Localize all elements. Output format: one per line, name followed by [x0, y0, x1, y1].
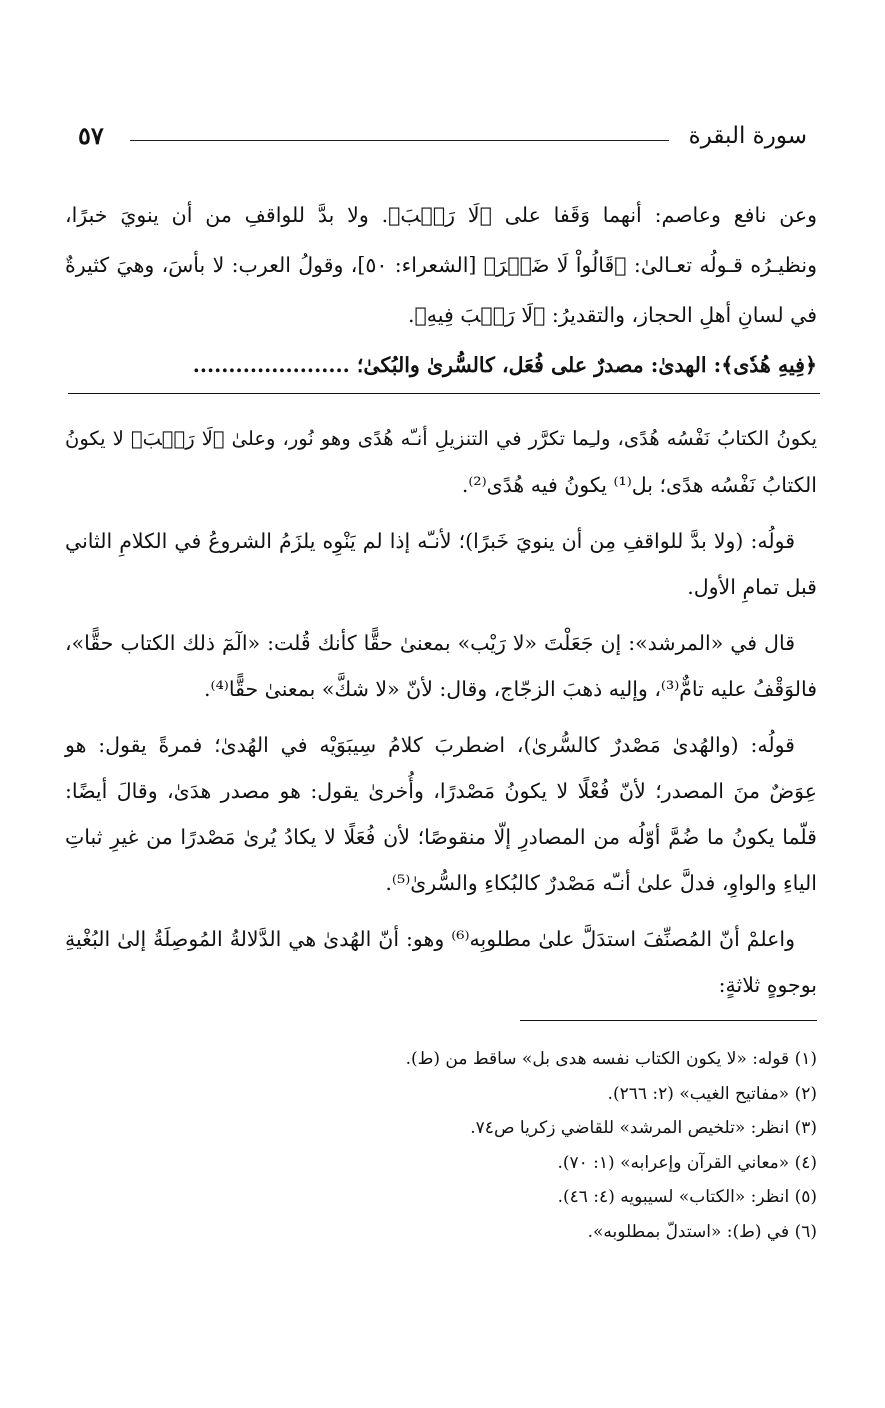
commentary-line: بوجوهٍ ثلاثةٍ:: [718, 973, 817, 997]
commentary-line: عِوَضٌ منَ المصدر؛ لأنّ فُعْلًا لا يكونُ مَصْدرًا، وأُخرىٰ يقول: هو مصدر هدَىٰ، وقالَ أيضًا:: [65, 779, 817, 803]
commentary-line: الكتابُ نَفْسُه هدًى؛ بل⁽¹⁾ يكونُ فيه هُدًى⁽²⁾.: [461, 473, 817, 497]
page-number: ٥٧: [78, 121, 104, 150]
commentary-line: فالوَقْفُ عليه تامٌّ⁽³⁾، وإليه ذهبَ الزجّاج، وقال: لأنّ «لا شكَّ» بمعنىٰ حقًّا⁽⁴⁾.: [204, 677, 817, 701]
commentary-line: الياءِ والواوِ، فدلَّ علىٰ أنـّه مَصْدرٌ كالبُكاءِ والسُّرىٰ⁽⁵⁾.: [385, 871, 817, 895]
commentary-line: قولُه: (والهُدىٰ مَصْدرٌ كالسُّرىٰ)، اضطربَ كلامُ سِيبَوَيْه في الهُدىٰ؛ فمرةً يقول: هو: [65, 733, 795, 757]
matn-line: وعن نافع وعاصم: أنهما وَقَفا على ﴿لَا رَيۡبَ﴾. ولا بدَّ للواقفِ من أن ينويَ خبرًا،: [65, 203, 817, 227]
surah-title: سورة البقرة: [688, 123, 807, 149]
footnote: (٦) في (ط): «استدلّ بمطلوبه».: [587, 1221, 817, 1242]
commentary-line: قلّما يكونُ ما ضُمَّ أوّلُه من المصادرِ إلّا منقوصًا؛ لأن فُعَلًا لا يكادُ يُرىٰ مَصْدرًا من غيرِ ثباتِ: [65, 825, 817, 849]
commentary-line: واعلمْ أنّ المُصنِّفَ استدَلَّ علىٰ مطلوبِه⁽⁶⁾ وهو: أنّ الهُدىٰ هي الدَّلالةُ المُوصِلَةُ إلىٰ البُغْيةِ: [65, 927, 796, 951]
text-separator: [68, 393, 820, 394]
commentary-line: يكونُ الكتابُ نَفْسُه هُدًى، ولـِما تكرَّر في التنزيلِ أنـّه هُدًى وهو نُور، وعلىٰ ﴿لَا رَيۡبَ﴾ لا يكونُ: [65, 427, 817, 450]
matn-heading: ﴿فِيهِ هُدٗى﴾: الهدىٰ: مصدرٌ على فُعَل، كالسُّرىٰ والبُكىٰ؛ ......................: [192, 353, 817, 377]
footnote: (٢) «مفاتيح الغيب» (٢: ٢٦٦).: [607, 1083, 817, 1104]
matn-line: ونظيـرُه قـولُه تعـالىٰ: ﴿قَالُواْ لَا ضَيۡرَ﴾ [الشعراء: ٥٠]، وقولُ العرب: لا بأسَ، وهيَ كثيرةٌ: [65, 253, 817, 277]
commentary-line: قال في «المرشد»: إن جَعَلْتَ «لا رَيْب» بمعنىٰ حقًّا كأنك قُلت: «الٓمٓ ذلك الكتاب حقًّا»،: [65, 631, 795, 655]
running-header: [78, 118, 807, 154]
footnote-rule: [520, 1020, 817, 1021]
footnote: (٤) «معاني القرآن وإعرابه» (١: ٧٠).: [557, 1152, 817, 1173]
commentary-line: قولُه: (ولا بدَّ للواقفِ مِن أن ينويَ خَبرًا)؛ لأنـّه إذا لم يَنْوِه يلزَمُ الشروعُ في الكلامِ الثاني: [65, 529, 795, 553]
footnotes: [65, 1042, 817, 1249]
matn-line: في لسانِ أهلِ الحجاز، والتقديرُ: ﴿لَا رَيۡبَ فِيهِ﴾.: [407, 303, 817, 327]
header-rule: [130, 140, 669, 141]
footnote: (٣) انظر: «تلخيص المرشد» للقاضي زكريا ص٧٤.: [470, 1118, 817, 1138]
main-text: [65, 190, 817, 390]
commentary-text: [65, 416, 817, 1008]
footnote: (٥) انظر: «الكتاب» لسيبويه (٤: ٤٦).: [557, 1187, 817, 1207]
commentary-line: قبل تمامِ الأول.: [687, 575, 817, 599]
footnote: (١) قوله: «لا يكون الكتاب نفسه هدى بل» ساقط من (ط).: [405, 1049, 817, 1069]
